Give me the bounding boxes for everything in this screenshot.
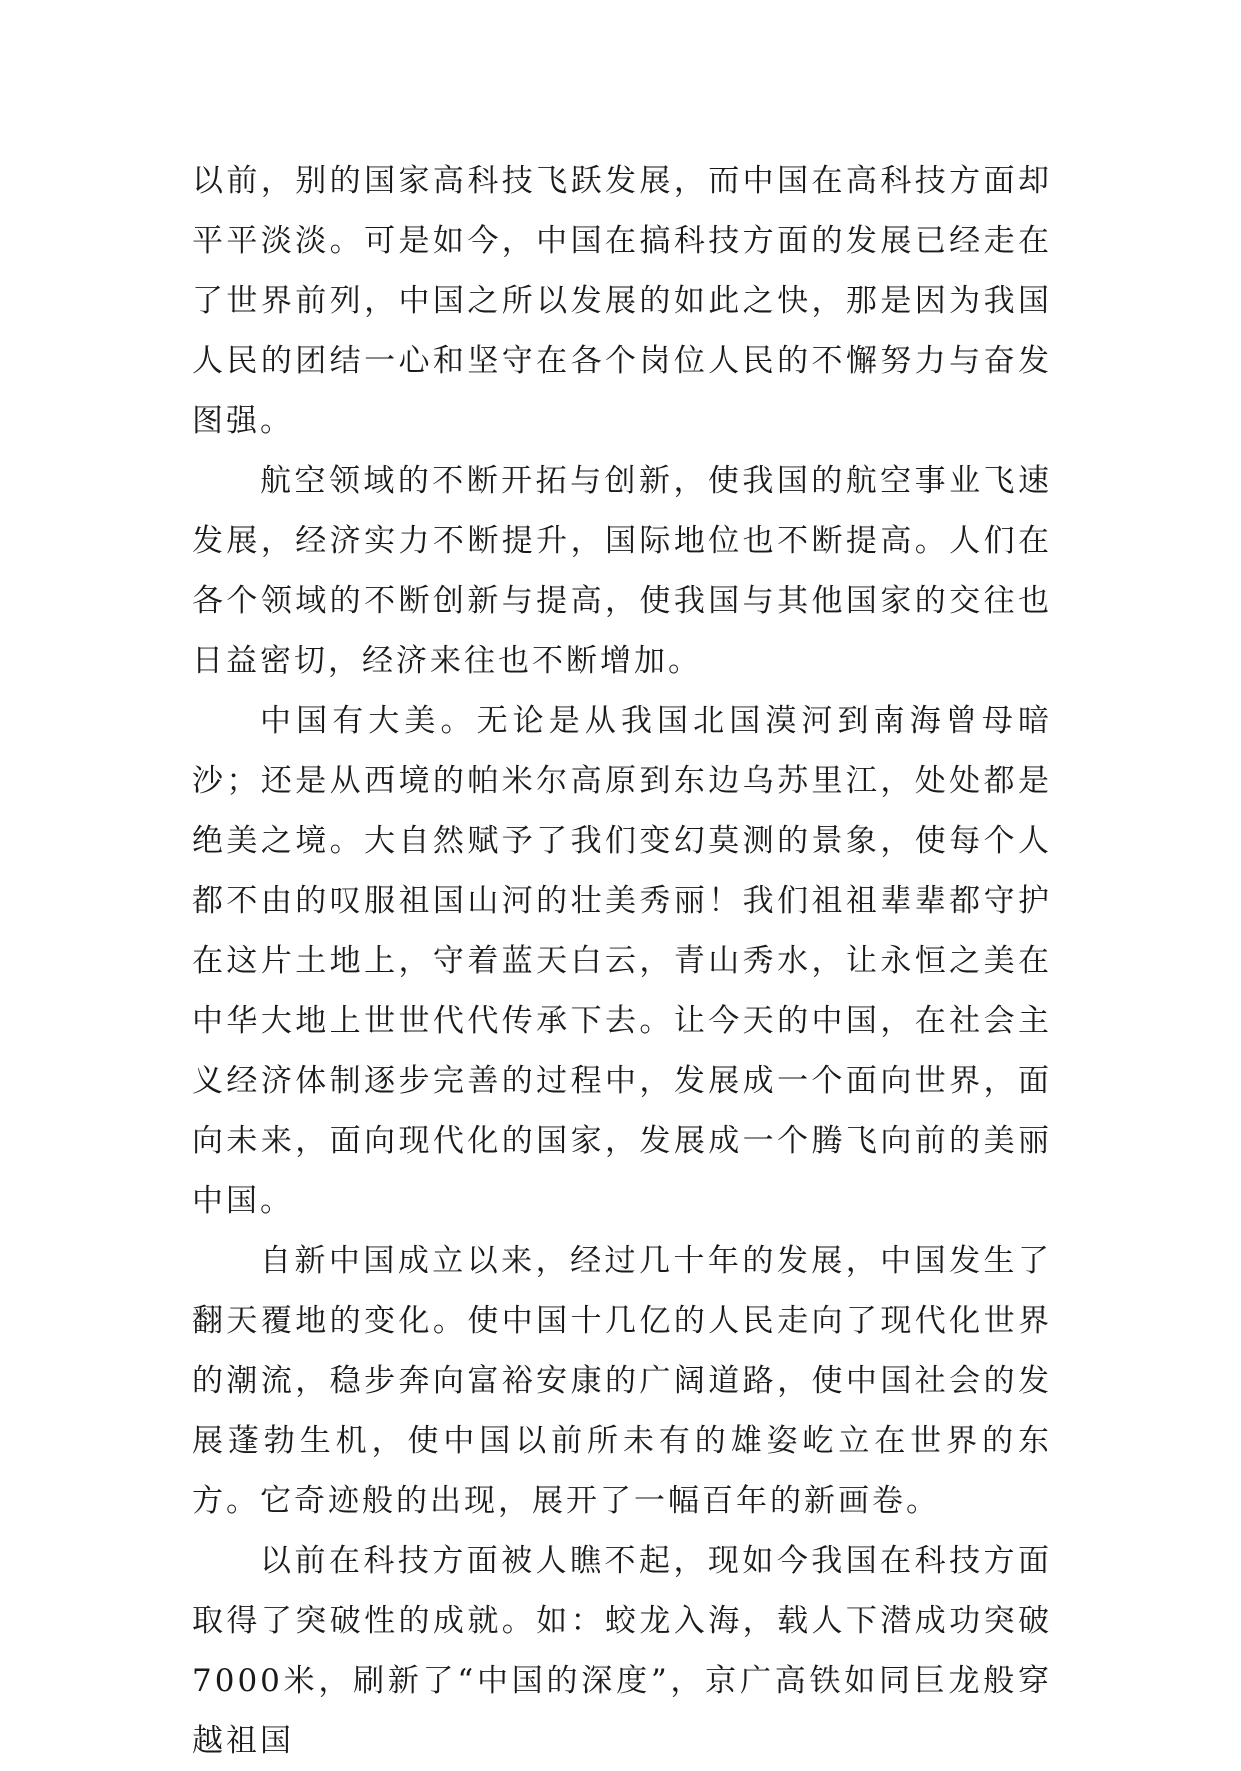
paragraph-1: 以前，别的国家高科技飞跃发展，而中国在高科技方面却平平淡淡。可是如今，中国在搞科技方面的发展已经走在了世界前列，中国之所以发展的如此之快，那是因为我国人民的团结一心和坚守在各个岗位人民的不懈努力与奋发图强。 [192, 163, 1052, 439]
document-body [192, 151, 1052, 1771]
paragraph-4: 自新中国成立以来，经过几十年的发展，中国发生了翻天覆地的变化。使中国十几亿的人民走向了现代化世界的潮流，稳步奔向富裕安康的广阔道路，使中国社会的发展蓬勃生机，使中国以前所未有的雄姿屹立在世界的东方。它奇迹般的出现，展开了一幅百年的新画卷。 [192, 1243, 1052, 1519]
paragraph-5: 以前在科技方面被人瞧不起，现如今我国在科技方面取得了突破性的成就。如：蛟龙入海，载人下潜成功突破7000米，刷新了“中国的深度”，京广高铁如同巨龙般穿越祖国 [192, 1543, 1052, 1759]
paragraph-2: 航空领域的不断开拓与创新，使我国的航空事业飞速发展，经济实力不断提升，国际地位也不断提高。人们在各个领域的不断创新与提高，使我国与其他国家的交往也日益密切，经济来往也不断增加。 [192, 463, 1052, 679]
paragraph-3: 中国有大美。无论是从我国北国漠河到南海曾母暗沙；还是从西境的帕米尔高原到东边乌苏里江，处处都是绝美之境。大自然赋予了我们变幻莫测的景象，使每个人都不由的叹服祖国山河的壮美秀丽！我们祖祖辈辈都守护在这片土地上，守着蓝天白云，青山秀水，让永恒之美在中华大地上世世代代传承下去。让今天的中国，在社会主义经济体制逐步完善的过程中，发展成一个面向世界，面向未来，面向现代化的国家，发展成一个腾飞向前的美丽中国。 [192, 703, 1052, 1219]
